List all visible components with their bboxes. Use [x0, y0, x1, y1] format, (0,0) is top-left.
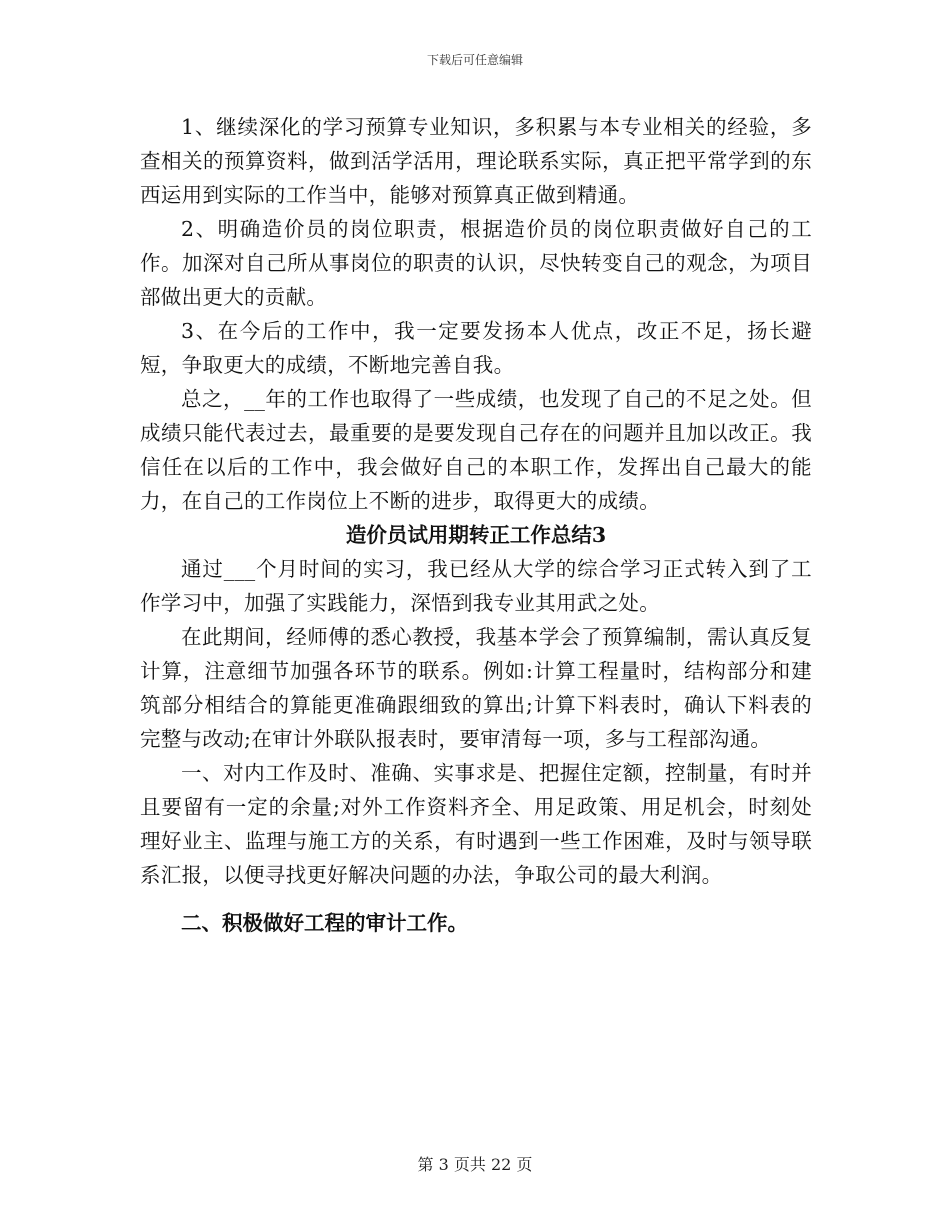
paragraph-intro: 通过___个月时间的实习，我已经从大学的综合学习正式转入到了工作学习中，加强了实践能力，深悟到我专业其用武之处。	[140, 557, 812, 615]
paragraph-summary: 总之，__年的工作也取得了一些成绩，也发现了自己的不足之处。但成绩只能代表过去，最重要的是要发现自己存在的问题并且加以改正。我信任在以后的工作中，我会做好自己的本职工作，发挥出自己最大的能力，在自己的工作岗位上不断的进步，取得更大的成绩。	[140, 387, 812, 513]
section-title: 造价员试用期转正工作总结3	[345, 523, 607, 547]
paragraph-point-1: 一、对内工作及时、准确、实事求是、把握住定额，控制量，有时并且要留有一定的余量;对外工作资料齐全、用足政策、用足机会，时刻处理好业主、监理与施工方的关系，有时遇到一些工作困难，及时与领导联系汇报，以便寻找更好解决问题的办法，争取公司的最大利润。	[140, 761, 812, 887]
page-header: 下载后可任意编辑	[426, 53, 523, 67]
paragraph-1: 1、继续深化的学习预算专业知识，多积累与本专业相关的经验，多查相关的预算资料，做到活学活用，理论联系实际，真正把平常学到的东西运用到实际的工作当中，能够对预算真正做到精通。	[140, 115, 812, 207]
page-footer: 第 3 页共 22 页	[417, 1155, 533, 1174]
document-body	[140, 110, 812, 940]
sub-heading: 二、积极做好工程的审计工作。	[181, 911, 468, 935]
paragraph-3: 3、在今后的工作中，我一定要发扬本人优点，改正不足，扬长避短，争取更大的成绩，不断地完善自我。	[140, 319, 812, 377]
paragraph-period: 在此期间，经师傅的悉心教授，我基本学会了预算编制，需认真反复计算，注意细节加强各环节的联系。例如:计算工程量时，结构部分和建筑部分相结合的算能更准确跟细致的算出;计算下料表时，确认下料表的完整与改动;在审计外联队报表时，要审清每一项，多与工程部沟通。	[140, 625, 812, 751]
paragraph-2: 2、明确造价员的岗位职责，根据造价员的岗位职责做好自己的工作。加深对自己所从事岗位的职责的认识，尽快转变自己的观念，为项目部做出更大的贡献。	[140, 217, 812, 309]
